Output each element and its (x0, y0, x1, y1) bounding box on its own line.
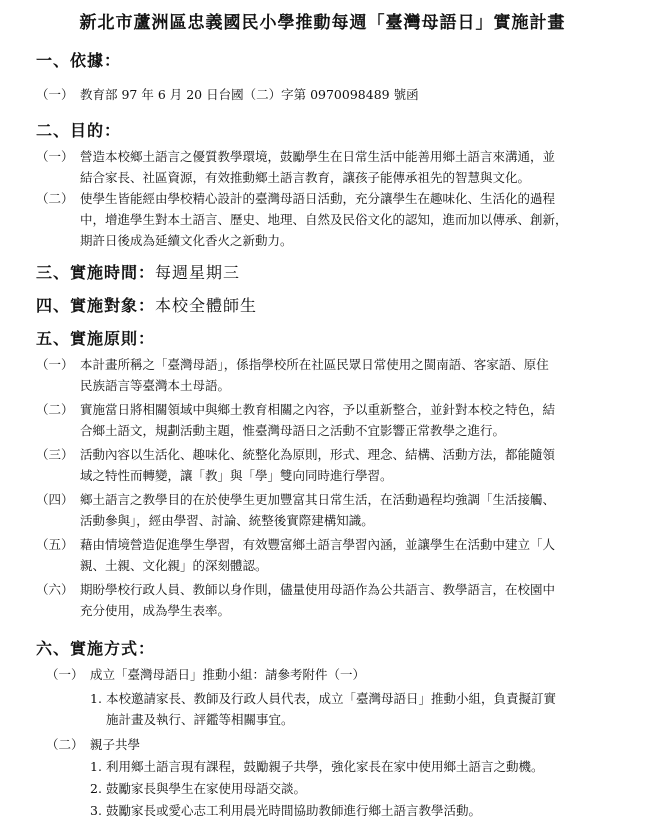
item-number: 1. (90, 759, 102, 774)
item-line: 活動參與」，經由學習、討論、統整後實際建構知識。 (80, 513, 374, 528)
item-line: 施計畫及執行、評鑑等相關事宜。 (106, 712, 294, 727)
item-line: 期盼學校行政人員、教師以身作則，儘量使用母語作為公共語言、教學語言，在校園中 (80, 582, 556, 597)
item-number: 2. (90, 781, 102, 796)
section-5-heading: 五、實施原則： (36, 329, 156, 348)
section-6-sub-2-item-1 (90, 756, 610, 777)
item-number: （四） (36, 492, 74, 507)
item-number: （二） (46, 737, 84, 752)
item-line: 實施當日將相關領域中與鄉土教育相關之內容，予以重新整合，並針對本校之特色，結 (80, 402, 556, 417)
item-number: （一） (36, 357, 74, 372)
item-text: 教育部 97 年 6 月 20 日台國（二）字第 0970098489 號函 (80, 87, 419, 102)
item-line: 民族語言等臺灣本土母語。 (80, 378, 231, 393)
section-2-item-1 (36, 146, 606, 188)
section-6-sub-2 (46, 734, 606, 755)
item-line: 藉由情境營造促進學生學習，有效豐富鄉土語言學習內涵，並讓學生在活動中建立「人 (80, 537, 556, 552)
section-1-item-1 (36, 84, 606, 105)
section-1-heading: 一、依據： (36, 51, 122, 70)
section-3 (36, 260, 240, 283)
item-number: 1. (90, 691, 102, 706)
item-line: 親、土親、文化親」的深刻體認。 (80, 558, 268, 573)
item-line: 本校邀請家長、教師及行政人員代表，成立「臺灣母語日」推動小組，負責擬訂實 (106, 691, 557, 706)
section-3-heading: 三、實施時間： (36, 263, 156, 282)
item-line: 活動內容以生活化、趣味化、統整化為原則，形式、理念、結構、活動方法，都能隨領 (80, 447, 556, 462)
item-line: 域之特性而轉變，讓「教」與「學」雙向同時進行學習。 (80, 468, 393, 483)
section-5-item-2 (36, 399, 606, 441)
section-6-sub-2-item-3 (90, 800, 610, 821)
section-5-item-5 (36, 534, 606, 576)
item-text: 鼓勵家長或愛心志工利用晨光時間協助教師進行鄉土語言教學活動。 (106, 803, 482, 818)
item-line: 鄉土語言之教學目的在於使學生更加豐富其日常生活，在活動過程均強調「生活接觸、 (80, 492, 556, 507)
item-number: （二） (36, 191, 74, 206)
item-line: 充分使用，成為學生表率。 (80, 603, 231, 618)
section-6-sub-2-item-2 (90, 778, 610, 799)
item-number: （一） (36, 149, 74, 164)
document-title: 新北市蘆洲區忠義國民小學推動每週「臺灣母語日」實施計畫 (79, 13, 566, 33)
item-number: （三） (36, 447, 74, 462)
section-5-item-1 (36, 354, 606, 396)
section-5-item-3 (36, 444, 606, 486)
item-line: 使學生皆能經由學校精心設計的臺灣母語日活動，充分讓學生在趣味化、生活化的過程 (80, 191, 556, 206)
item-line: 營造本校鄉土語言之優質教學環境，鼓勵學生在日常生活中能善用鄉土語言來溝通，並 (80, 149, 556, 164)
item-line: 合鄉土語文，規劃活動主題，惟臺灣母語日之活動不宜影響正常教學之進行。 (80, 423, 506, 438)
item-line: 中，增進學生對本土語言、歷史、地理、自然及民俗文化的認知，進而加以傳承、創新， (80, 212, 568, 227)
item-number: （二） (36, 402, 74, 417)
section-2-item-2 (36, 188, 606, 251)
item-line: 結合家長、社區資源，有效推動鄉土語言教育，讓孩子能傳承祖先的智慧與文化。 (80, 170, 531, 185)
item-number: （五） (36, 537, 74, 552)
item-text: 鼓勵家長與學生在家使用母語交談。 (106, 781, 307, 796)
section-6-sub-1 (46, 664, 606, 685)
section-6-sub-1-item-1 (90, 688, 610, 730)
item-line: 期許日後成為延續文化香火之新動力。 (80, 233, 293, 248)
section-5-item-4 (36, 489, 606, 531)
section-3-value: 每週星期三 (155, 263, 241, 282)
section-4 (36, 293, 257, 316)
section-5-item-6 (36, 579, 606, 621)
item-text: 成立「臺灣母語日」推動小組：請參考附件（一） (90, 667, 366, 682)
item-number: （一） (36, 87, 74, 102)
section-4-value: 本校全體師生 (155, 296, 258, 315)
section-6-heading: 六、實施方式： (36, 639, 156, 658)
item-number: （一） (46, 667, 84, 682)
item-line: 本計畫所稱之「臺灣母語」，係指學校所在社區民眾日常使用之閩南語、客家語、原住 (80, 357, 549, 372)
item-number: （六） (36, 582, 74, 597)
item-text: 親子共學 (90, 737, 141, 752)
item-text: 利用鄉土語言現有課程，鼓勵親子共學，強化家長在家中使用鄉土語言之動機。 (106, 759, 544, 774)
section-4-heading: 四、實施對象： (36, 296, 156, 315)
section-2-heading: 二、目的： (36, 121, 122, 140)
item-number: 3. (90, 803, 102, 818)
